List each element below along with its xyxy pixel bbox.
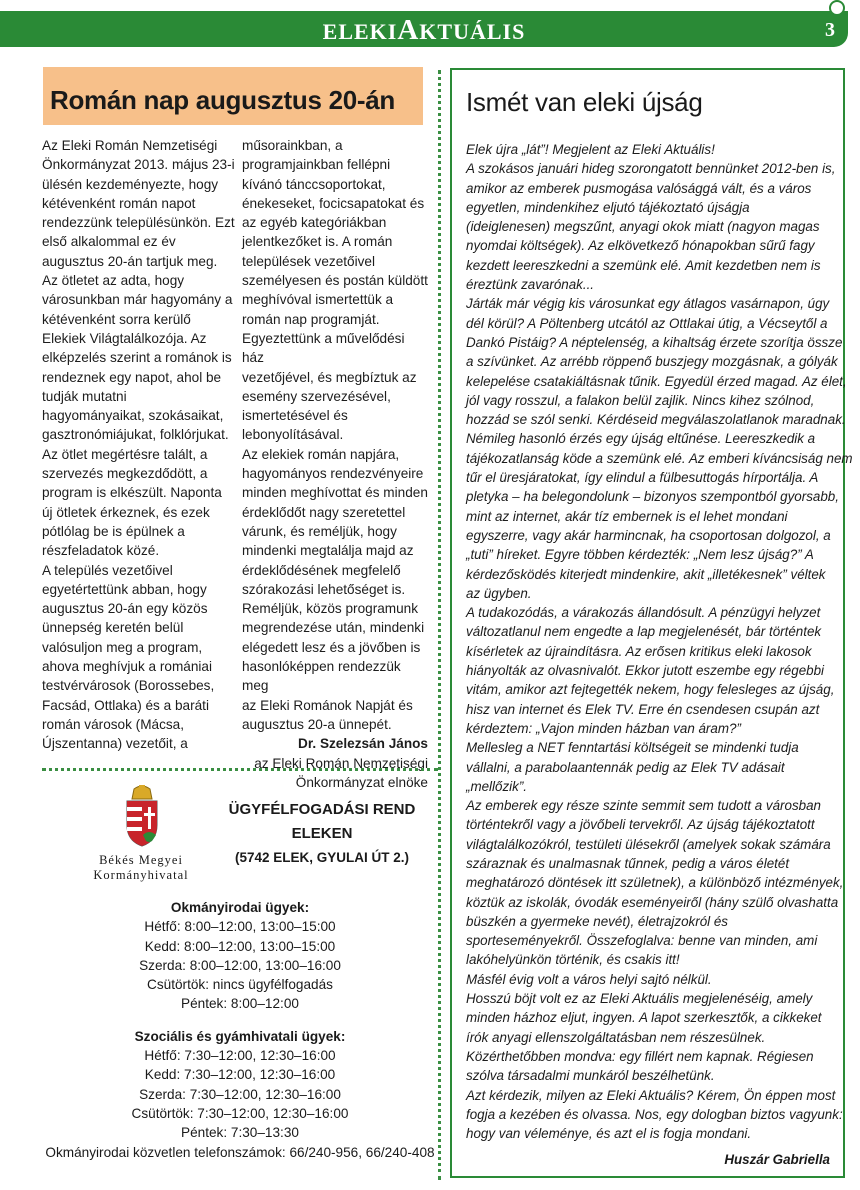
text-line: kísérletek az újraindításra. Az erősen kritikus eleki lakosok <box>466 643 812 659</box>
left-article-title: Román nap augusztus 20-án <box>50 85 395 115</box>
text-line: Kedd: 7:30–12:00, 12:30–16:00 <box>144 1067 336 1083</box>
text-line: dél körül? A Pöltenberg utcától az Ottlakai útig, a Vécseytől a <box>466 315 828 331</box>
text-line: sporteseményekről. Összefoglalva: benne van minden, ami <box>466 933 818 949</box>
text-line: Hétfő: 8:00–12:00, 13:00–15:00 <box>144 919 336 935</box>
text-line: történtekről vagy a jövőbeli tervekről. Az újság tájékoztatott <box>466 817 815 833</box>
text-line: részfeladatok közé. <box>42 543 160 559</box>
text-line: augusztus 20-án egy közös <box>42 601 208 617</box>
signature-role: az Eleki Román Nemzetiségi <box>254 755 428 771</box>
office-name-line2: Kormányhivatal <box>93 868 189 882</box>
text-line: A település vezetőivel <box>42 562 173 578</box>
text-line: települések vezetőivel <box>242 253 375 269</box>
text-line: első alkalommal ez év <box>42 234 176 250</box>
text-line: Facsád, Ottlaka) és a baráti <box>42 697 209 713</box>
text-line: Járták már végig kis városunkat egy átlagos vasárnapon, úgy <box>466 296 830 312</box>
text-line: egyszerre, vagy akár harmincnak, ha csoportosan dolgozol, a <box>466 527 831 543</box>
text-line: tűr el üresjáratokat, így elindul a fülbesuttogás hírportálja. A <box>466 470 819 486</box>
text-line: minden házhoz eljut, ingyen. A lapot szerkesztők, a cikkeket <box>466 1010 822 1026</box>
text-line: Egyeztettünk a művelődési ház <box>242 330 405 366</box>
text-line: Az emberek egy része szinte semmit sem tudott a városban <box>466 798 822 814</box>
text-line: augusztus 20-án tartjuk meg. <box>42 253 218 269</box>
title-suffix: KTUÁLIS <box>419 19 526 44</box>
text-line: a szívünket. Az arrébb röppenő buszjegy mozgásnak, a gólyák <box>466 354 838 370</box>
text-line: amikor az emberek pusmogása valósággá vált, és a város <box>466 180 812 196</box>
text-line: szervezés megkezdődött, a <box>42 466 208 482</box>
office-hours <box>42 898 438 1162</box>
vertical-divider <box>438 70 441 1180</box>
text-line: mint az internet, akár tíz embernek is el lehet mondani <box>466 508 788 524</box>
text-line: elképzelés szerint a románok is <box>42 350 232 366</box>
text-line: hagyományos rendezvényeire <box>242 466 424 482</box>
text-line: éreztünk zavarónak... <box>466 277 595 293</box>
text-line: lakóhelyünkön történik, és csakis itt! <box>466 952 680 968</box>
text-line: kétévenként sorra kerülő <box>42 311 191 327</box>
text-line: Reméljük, közös programunk <box>242 601 419 617</box>
text-line: Elek újra „lát”! Megjelent az Eleki Aktuális! <box>466 142 715 157</box>
text-line: egyetértettünk abban, hogy <box>42 581 207 597</box>
text-line: Némileg hasonló érzés egy újság eltűnése. Leereszkedik a <box>466 431 816 447</box>
text-line: száraznak és unalmasnak tűnnek, pedig a város életét <box>466 855 790 871</box>
text-line: pótlólag be is épülnek a <box>42 523 185 539</box>
text-line: egyetlen, mindenkihez eljutó tájékoztató újságja <box>466 199 750 215</box>
text-line: hagyományaikat, szokásaikat, <box>42 408 224 424</box>
text-line: Péntek: 8:00–12:00 <box>181 996 299 1012</box>
text-line: Az elekiek román napjára, <box>242 446 400 462</box>
left-article-col1 <box>42 136 235 754</box>
office-name-line1: Békés Megyei <box>99 853 183 867</box>
text-line: az ügyben. <box>466 585 532 601</box>
reception-heading-1: ÜGYFÉLFOGADÁSI REND <box>228 801 416 818</box>
text-line: Az ötletet az adta, hogy <box>42 273 185 289</box>
text-line: Szerda: 7:30–12:00, 12:30–16:00 <box>139 1086 341 1102</box>
text-line: meghívóval ismertettük a <box>242 292 394 308</box>
text-line: (ideiglenesen) megszűnt, anyagi okok miatt (nagyon magas <box>466 219 820 235</box>
text-line: Önkormányzat 2013. május 23-i <box>42 157 235 173</box>
text-line: kezdett leereszkedni a szemünk elé. Amit kezdetben nem is <box>466 257 821 273</box>
text-line: minden meghívottat és minden <box>242 485 428 501</box>
text-line: változatlanul nem engedte a lap megjelenését, bár történtek <box>466 624 822 640</box>
text-line: hasonlóképpen rendezzük meg <box>242 659 401 694</box>
text-line: augusztus 20-a ünnepét. <box>242 716 392 732</box>
text-line: hisz van internet és Elek TV. Erre én csendesen csupán azt <box>466 701 820 717</box>
title-prefix: ELEKI <box>322 19 398 44</box>
text-line: büszkén a gyermeke nevét), életrajzokról és <box>466 913 728 929</box>
text-line: Péntek: 7:30–13:30 <box>181 1125 299 1141</box>
text-line: ünnepség keretén belül <box>42 620 184 636</box>
text-line: köztük az iskolák, óvodák eseményeiről (hány szülő olvashatta <box>466 894 839 910</box>
text-line: vitám, amikor azt fejtegették nekem, hogy felesleges az újság, <box>466 682 835 698</box>
text-line: esemény szervezésével, <box>242 388 391 404</box>
text-line: kívánó tánccsoportokat, <box>242 176 386 192</box>
text-line: tájékozatlanság köde a szemünk elé. Az emberi kíváncsiság nem <box>466 450 853 466</box>
phone-numbers: Okmányirodai közvetlen telefonszámok: 66/240-956, 66/240-408 <box>45 1144 435 1160</box>
text-line: ülésén kezdeményezte, hogy <box>42 176 219 192</box>
text-line: hozzád se szól senki. Kérdéseid megválaszolatlanok maradnak. <box>466 412 846 428</box>
text-line: vezetőjével, és megbíztuk az <box>242 369 417 385</box>
signature-name: Dr. Szelezsán János <box>298 736 428 752</box>
text-line: A tudakozódás, a várakozás állandósult. A pénzügyi helyzet <box>466 605 821 621</box>
text-line: hiányolták az olvasnivalót. Ekkor jutott eszembe egy régebbi <box>466 663 825 679</box>
text-line: szórakozási lehetőséget is. <box>242 581 406 597</box>
szocialis-heading: Szociális és gyámhivatali ügyek: <box>134 1028 346 1044</box>
text-line: Másfél évig volt a város helyi sajtó nélkül. <box>466 971 712 987</box>
text-line: Elekiek Világtalálkozója. Az <box>42 330 207 346</box>
text-line: jól vagy rosszul, a falakon belül zajlik. Nincs kihez szólnod, <box>466 392 815 408</box>
text-line: kétévenként román napot <box>42 195 196 211</box>
logo-icon <box>829 0 845 16</box>
text-line: Csütörtök: nincs ügyfélfogadás <box>147 977 333 993</box>
text-line: Hosszú böjt volt ez az Eleki Aktuális megjelenéséig, amely <box>466 991 813 1007</box>
newsletter-title <box>0 11 848 47</box>
text-line: gasztronómiájukat, folklórjukat. <box>42 427 229 443</box>
page-header <box>0 0 860 50</box>
text-line: Hétfő: 7:30–12:00, 12:30–16:00 <box>144 1048 336 1064</box>
text-line: Az ötlet megértésre talált, a <box>42 446 208 462</box>
text-line: érdeklődésének megfelelő <box>242 562 401 578</box>
text-line: az egyéb kategóriákban <box>242 215 387 231</box>
szocialis-hours-list <box>42 1046 438 1142</box>
text-line: hogy van véleménye, és azt el is fogja mondani. <box>466 1126 752 1142</box>
text-line: műsorainkban, a <box>242 138 343 153</box>
title-initial: A <box>397 14 420 46</box>
right-article-signature: Huszár Gabriella <box>724 1152 830 1167</box>
text-line: programjainkban fellépni <box>242 157 391 173</box>
reception-heading-2: ELEKEN <box>291 825 353 842</box>
text-line: program is elkészült. Naponta <box>42 485 222 501</box>
right-article-title: Ismét van eleki újság <box>466 87 703 117</box>
text-line: világtalálkozókról, testületi ülésekről (amelyek sokak számára <box>466 836 831 852</box>
text-line: városunkban már hagyomány a <box>42 292 233 308</box>
office-name <box>70 853 212 883</box>
text-line: kérdezősködés kiterjedt mindenkire, akit „illetékesnek” véltek <box>466 566 826 582</box>
text-line: „tuti” híreket. Egyre többen kérdezték: „Nem lesz újság?” A <box>466 547 814 563</box>
text-line: Csütörtök: 7:30–12:00, 12:30–16:00 <box>131 1105 349 1121</box>
text-line: A szokásos januári hideg szorongatott bennünket 2012-ben is, <box>466 161 836 177</box>
coat-of-arms-icon <box>122 785 162 847</box>
text-line: „mellőzik”. <box>466 778 528 794</box>
text-line: megrendezése után, mindenki <box>242 620 425 636</box>
left-article-col2 <box>242 136 428 792</box>
text-line: lebonyolításával. <box>242 427 344 443</box>
text-line: elégedett lesz és a jövőben is <box>242 639 421 655</box>
horizontal-divider <box>42 768 438 771</box>
text-line: Újszentanna) vezetőit, a <box>42 736 188 752</box>
text-line: vállalni, a parabolaantennák pedig az Elek TV adásait <box>466 759 785 775</box>
text-line: Kedd: 8:00–12:00, 13:00–15:00 <box>144 938 336 954</box>
page-number: 3 <box>825 19 835 41</box>
text-line: Azt kérdezik, milyen az Eleki Aktuális? Kérem, Ön éppen most <box>466 1087 836 1103</box>
text-line: mindenki megtalálja majd az <box>242 543 414 559</box>
text-line: tudják mutatni <box>42 388 127 404</box>
text-line: nyomdai költségek). Az elkövetkező hónapokban sűrű fagy <box>466 238 815 254</box>
text-line: román városok (Mácsa, <box>42 716 185 732</box>
text-line: személyesen és postán küldött <box>242 273 428 289</box>
signature-role: Önkormányzat elnöke <box>295 774 428 790</box>
text-line: Mellesleg a NET fenntartási költségeit se mindenki tudja <box>466 740 799 756</box>
text-line: valósuljon meg a program, <box>42 639 203 655</box>
text-line: Közérthetőbben mondva: egy fillért nem kapnak. Régiesen <box>466 1048 814 1064</box>
text-line: meghatározó döntések itt születnek), a különböző intézmények, <box>466 875 844 891</box>
reception-address: (5742 ELEK, GYULAI ÚT 2.) <box>234 850 410 865</box>
okmany-hours-list <box>42 917 438 1013</box>
text-line: rendezzünk településünkön. Ezt <box>42 215 235 231</box>
text-line: írók anyagi ellenszolgáltatásban nem részesülnek. <box>466 1029 766 1045</box>
text-line: ahova meghívjuk a romániai <box>42 659 213 675</box>
text-line: fogja a kezében és olvassa. Nos, egy dologban biztos vagyunk: <box>466 1106 843 1122</box>
text-line: Szerda: 8:00–12:00, 13:00–16:00 <box>139 957 341 973</box>
text-line: testvérvárosok (Borossebes, <box>42 678 215 694</box>
text-line: Dankó Pistáig? A néptelenség, a kihaltság érzete szorítja össze <box>466 334 843 350</box>
text-line: szólva társadalmi munkáról beszélhetünk. <box>466 1068 715 1084</box>
reception-heading <box>222 798 422 870</box>
text-line: kérdeztem: „Vajon minden házban van áram?” <box>466 720 741 736</box>
text-line: jelentkezőket is. A román <box>242 234 393 250</box>
text-line: érdeklődőt nagy szeretettel <box>242 504 406 520</box>
text-line: várunk, és reméljük, hogy <box>242 523 397 539</box>
right-article-body <box>466 140 853 1143</box>
text-line: énekeseket, focicsapatokat és <box>242 195 425 211</box>
text-line: az Eleki Románok Napját és <box>242 697 413 713</box>
text-line: rendeznek egy napot, ahol be <box>42 369 222 385</box>
text-line: ismertetésével és <box>242 408 348 424</box>
text-line: pletyka – ha belegondolunk – bizonyos szempontból gyorsabb, <box>466 489 839 505</box>
okmany-heading: Okmányirodai ügyek: <box>170 900 310 915</box>
text-line: Az Eleki Román Nemzetiségi <box>42 138 218 153</box>
text-line: kelepelése csatakiáltásnak tűnik. Egyedül érzed magad. Az élet, <box>466 373 847 389</box>
text-line: román nap programját. <box>242 311 380 327</box>
text-line: új ötletek érkeznek, és ezek <box>42 504 210 520</box>
